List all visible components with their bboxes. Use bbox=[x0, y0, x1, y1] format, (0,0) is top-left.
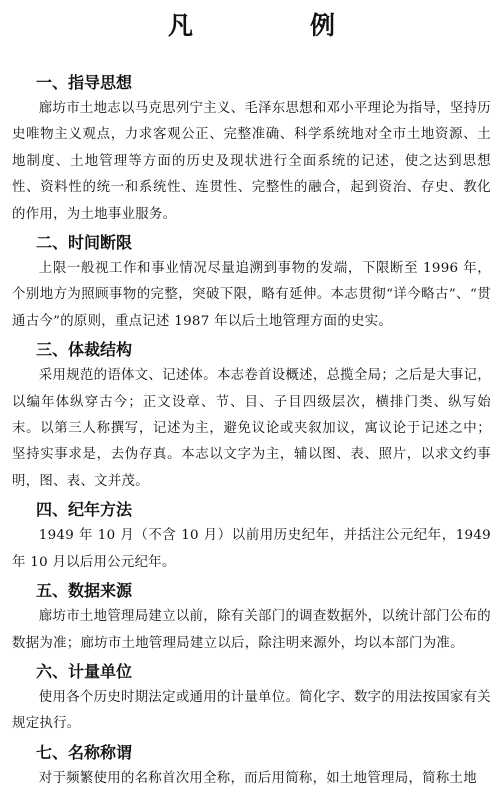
section-paragraph: 采用规范的语体文、记述体。本志卷首设概述，总揽全局；之后是大事记，以编年体纵穿古今；正文设章、节、目、子目四级层次，横排门类、纵写始末。以第三人称撰写，记述为主，避免议论或夹叙加议，寓议论于记述之中；坚持实事求是，去伪存真。本志以文字为主，辅以图、表、照片，以求文约事明，图、表、文并茂。 bbox=[12, 368, 491, 489]
section-heading: 七、名称称谓 bbox=[36, 742, 133, 762]
section-paragraph: 使用各个历史时期法定或通用的计量单位。简化字、数字的用法按国家有关规定执行。 bbox=[12, 689, 491, 732]
section-paragraph: 对于频繁使用的名称首次用全称，而后用简称，如土地管理局，简称土地 bbox=[38, 770, 477, 786]
section-paragraph: 廊坊市土地管理局建立以前，除有关部门的调查数据外，以统计部门公布的数据为准；廊坊市土地管理局建立以后，除注明来源外，均以本部门为准。 bbox=[12, 609, 491, 651]
section-genre-structure bbox=[12, 337, 491, 495]
document-content bbox=[12, 70, 491, 792]
section-time-limits bbox=[12, 230, 491, 335]
section-measurement-units bbox=[12, 659, 491, 738]
section-paragraph: 上限一般视工作和事业情况尽量追溯到事物的发端，下限断至 1996 年，个别地方为照顾事物的完整，突破下限，略有延伸。本志贯彻“详今略古”、“贯通古今”的原则，重点记述 1987 年以后土地管理方面的史实。 bbox=[12, 261, 491, 329]
section-heading: 三、体裁结构 bbox=[36, 340, 133, 360]
section-dating-method bbox=[12, 497, 491, 576]
section-paragraph: 1949 年 10 月（不含 10 月）以前用历史纪年，并括注公元纪年，1949 年 10 月以后用公元纪年。 bbox=[12, 528, 491, 570]
section-naming-conventions bbox=[12, 740, 491, 792]
section-paragraph: 廊坊市土地志以马克思列宁主义、毛泽东思想和邓小平理论为指导，坚持历史唯物主义观点，力求客观公正、完整准确、科学系统地对全市土地资源、土地制度、土地管理等方面的历史及现状进行全面系统的记述，使之达到思想性、资料性的统一和系统性、连贯性、完整性的融合，起到资治、存史、教化的作用，为土地事业服务。 bbox=[12, 101, 491, 222]
section-heading: 一、指导思想 bbox=[36, 73, 133, 92]
page-title: 凡 例 bbox=[167, 11, 381, 40]
section-heading: 五、数据来源 bbox=[36, 581, 133, 601]
section-heading: 六、计量单位 bbox=[36, 661, 133, 681]
section-heading: 二、时间断限 bbox=[36, 233, 133, 253]
section-data-sources bbox=[12, 578, 491, 657]
section-heading: 四、纪年方法 bbox=[36, 500, 133, 520]
section-guiding-ideology bbox=[12, 70, 491, 228]
